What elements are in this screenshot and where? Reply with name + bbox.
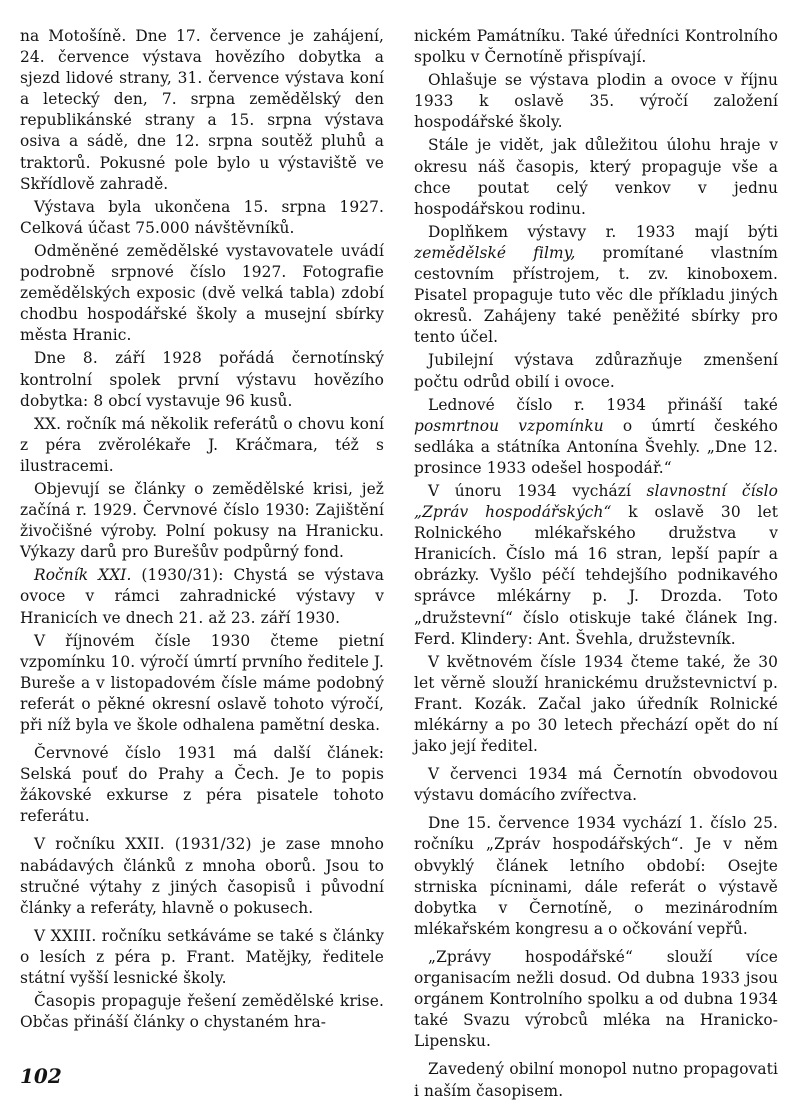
paragraph: V ročníku XXII. (1931/32) je zase mnoho nabádavých článků z mnoha oborů. Jsou to stručné výtahy z jiných časopisů i původní články a referáty, hlavně o pokusech. — [20, 835, 384, 917]
paragraph: XX. ročník má několik referátů o chovu koní z péra zvěrolékaře J. Kráčmara, též s ilustracemi. — [20, 414, 384, 475]
paragraph: „Zprávy hospodářské“ slouží více organisacím nežli dosud. Od dubna 1933 jsou orgánem Kontrolního spolku a od dubna 1934 také Svazu výrobců mléka na Hranicko-Lipensku. — [414, 947, 778, 1051]
page-number: 102 — [20, 1064, 62, 1088]
paragraph-text: o úmrtí českého sedláka a státníka Antonína Švehly. „Dne 12. prosince 1933 odešel hospodář.“ — [414, 416, 778, 477]
paragraph — [414, 481, 778, 650]
paragraph — [414, 222, 778, 349]
paragraph — [20, 565, 384, 628]
paragraph: Výstava byla ukončena 15. srpna 1927. Celková účast 75.000 návštěvníků. — [20, 197, 384, 237]
paragraph: V XXIII. ročníku setkáváme se také s články o lesích z péra p. Frant. Matějky, ředitele státní vyšší lesnické školy. — [20, 926, 384, 988]
paragraph: nickém Památníku. Také úředníci Kontrolního spolku v Černotíně přispívají. — [414, 27, 778, 67]
paragraph: Dne 8. září 1928 pořádá černotínský kontrolní spolek první výstavu hovězího dobytka: 8 obcí vystavuje 96 kusů. — [20, 349, 384, 410]
paragraph-text: Lednové číslo r. 1934 přináší také — [428, 395, 778, 414]
paragraph: Objevují se články o zemědělské krisi, jež začíná r. 1929. Červnové číslo 1930: Zajištění živočišné výroby. Polní pokusy na Hranicku. Výkazy darů pro Burešův podpůrný fond. — [20, 479, 384, 562]
paragraph: V červenci 1934 má Černotín obvodovou výstavu domácího zvířectva. — [414, 765, 778, 805]
paragraph: Zavedený obilní monopol nutno propagovati i naším časopisem. — [414, 1060, 778, 1100]
italic-heading: Ročník XXI. — [34, 566, 132, 585]
italic-phrase: posmrtnou vzpomínku — [414, 416, 604, 435]
left-column — [20, 26, 384, 1033]
paragraph — [414, 395, 778, 479]
italic-phrase: slavnostní číslo „Zpráv hospodářských“ — [414, 481, 778, 522]
paragraph: V květnovém čísle 1934 čteme také, že 30 let věrně slouží hranickému družstevnictví p. Frant. Kozák. Začal jako úředník Rolnické mlékárny a po 30 letech přechází opět do ní jako její ředitel. — [414, 652, 778, 756]
paragraph-text: (1930/31): Chystá se výstava ovoce v rámci zahradnické výstavy v Hranicích ve dnech 21. až 23. září 1930. — [20, 566, 384, 627]
paragraph: Jubilejní výstava zdůrazňuje zmenšení počtu odrůd obilí i ovoce. — [414, 351, 778, 391]
paragraph: Červnové číslo 1931 má další článek: Selská pouť do Prahy a Čech. Je to popis žákovské exkurse z péra pisatele tohoto referátu. — [20, 744, 384, 826]
paragraph-text: k oslavě 30 let Rolnického mlékařského družstva v Hranicích. Číslo má 16 stran, lepší papír a obrázky. Vyšlo péčí tehdejšího podnikavého správce mlékárny p. J. Drozda. Toto „družstevní“ číslo otiskuje také článek Ing. Ferd. Klindery: Ant. Švehla, družstevník. — [414, 503, 779, 648]
paragraph-text: promítané vlastním cestovním přístrojem, t. zv. kinoboxem. Pisatel propaguje tuto věc dle příkladu jiných okresů. Zahájeny také peněžité sbírky pro tento účel. — [414, 243, 778, 347]
paragraph: Odměněné zemědělské vystavovatele uvádí podrobně srpnové číslo 1927. Fotografie zemědělských exposic (dvě velká tabla) zdobí chodbu hospodářské školy a musejní sbírky města Hranic. — [20, 241, 384, 345]
paragraph: Dne 15. července 1934 vychází 1. číslo 25. ročníku „Zpráv hospodářských“. Je v něm obvyklý článek letního období: Osejte strniska pícninami, dále referát o výstavě dobytka v Černotíně, o mezinárodním mlékařském kongresu a o očkování vepřů. — [414, 814, 778, 938]
paragraph-text: V únoru 1934 vychází — [428, 481, 647, 500]
paragraph: Stále je vidět, jak důležitou úlohu hraje v okresu náš časopis, který propaguje vše a chce poutat celý venkov v jednu hospodářskou rodinu. — [414, 136, 778, 218]
paragraph: Časopis propaguje řešení zemědělské krise. Občas přináší články o chystaném hra- — [20, 992, 384, 1032]
paragraph: Ohlašuje se výstava plodin a ovoce v říjnu 1933 k oslavě 35. výročí založení hospodářské školy. — [414, 71, 778, 132]
paragraph-text: Doplňkem výstavy r. 1933 mají býti — [428, 222, 778, 241]
italic-phrase: zemědělské filmy, — [414, 243, 576, 262]
paragraph: na Motošíně. Dne 17. července je zahájení, 24. července výstava hovězího dobytka a sjezd lidové strany, 31. července výstava koní a letecký den, 7. srpna zemědělský den republikánské strany a 15. srpna výstava osiva a sádě, dne 12. srpna soutěž pluhů a traktorů. Pokusné pole bylo u výstaviště ve Skřídlově zahradě. — [20, 27, 384, 193]
paragraph: V říjnovém čísle 1930 čteme pietní vzpomínku 10. výročí úmrtí prvního ředitele J. Bureše a v listopadovém čísle máme podobný referát o pěkné okresní oslavě tohoto výročí, při níž byla ve škole odhalena pamětní deska. — [20, 631, 384, 734]
right-column — [414, 26, 778, 1102]
